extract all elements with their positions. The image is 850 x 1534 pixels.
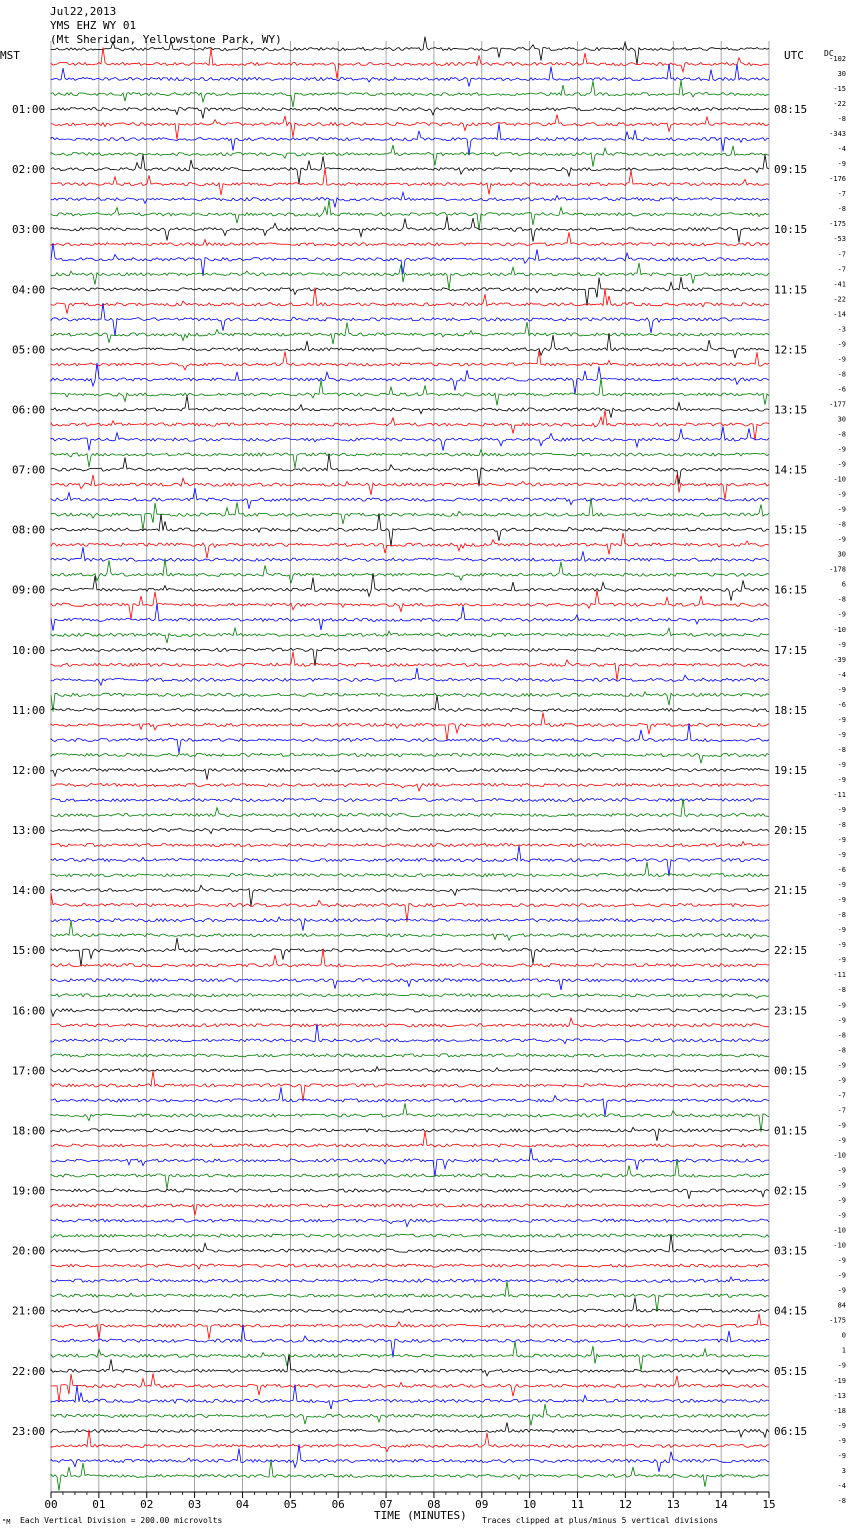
mst-label: MST — [0, 49, 20, 62]
x-tick-label: 14 — [714, 1498, 728, 1511]
right-hour-label: 15:15 — [774, 523, 808, 537]
left-hour-label: 14:00 — [12, 884, 46, 898]
x-tick-label: 07 — [379, 1498, 393, 1511]
dc-offset-value: 30 — [837, 70, 846, 79]
trace-row — [51, 333, 769, 358]
left-hour-label: 22:00 — [12, 1364, 46, 1378]
trace-row — [51, 450, 769, 468]
trace-row — [51, 1131, 769, 1147]
trace-row — [51, 124, 769, 156]
trace-row — [51, 1009, 769, 1017]
utc-label: UTC — [784, 49, 804, 62]
trace-row — [51, 1423, 769, 1438]
trace-row — [51, 303, 769, 336]
left-hour-label: 19:00 — [12, 1184, 46, 1198]
dc-offset-value: -4 — [837, 670, 846, 679]
dc-offset-value: -10 — [833, 1226, 846, 1235]
right-hour-label: 18:15 — [774, 703, 808, 717]
dc-offset-value: -9 — [837, 941, 846, 950]
trace-row — [51, 168, 769, 195]
seismic-traces — [51, 37, 769, 1491]
dc-offset-value: -9 — [837, 640, 846, 649]
trace-row — [51, 1148, 769, 1177]
trace-row — [51, 454, 769, 487]
trace-row — [51, 1430, 769, 1452]
x-tick-label: 04 — [235, 1498, 250, 1511]
trace-row — [51, 862, 769, 877]
right-hour-label: 04:15 — [774, 1304, 808, 1318]
right-hour-label: 06:15 — [774, 1424, 808, 1438]
dc-offset-value: -8 — [837, 520, 846, 529]
dc-offset-value: 30 — [837, 415, 846, 424]
trace-row — [51, 558, 769, 583]
x-tick-label: 09 — [475, 1498, 489, 1511]
dc-offset-value: -9 — [837, 1286, 846, 1295]
dc-offset-value: -175 — [829, 1316, 846, 1325]
dc-offset-value: 6 — [841, 580, 846, 589]
trace-row — [51, 1018, 769, 1027]
trace-row — [51, 47, 769, 78]
trace-row — [51, 1325, 769, 1358]
dc-offset-value: 3 — [841, 1466, 846, 1475]
trace-row — [51, 263, 769, 290]
trace-row — [51, 783, 769, 791]
dc-offset-value: -7 — [837, 250, 846, 259]
right-hour-label: 20:15 — [774, 824, 808, 838]
dc-offset-value: -9 — [837, 881, 846, 890]
left-hour-label: 04:00 — [12, 283, 46, 297]
left-hour-label: 17:00 — [12, 1064, 46, 1078]
trace-row — [51, 216, 769, 243]
right-hour-label: 09:15 — [774, 163, 808, 177]
channel-title: YMS EHZ WY 01 — [50, 19, 137, 32]
right-hour-label: 21:15 — [774, 884, 808, 898]
left-hour-label: 12:00 — [12, 763, 46, 777]
left-hour-label: 06:00 — [12, 403, 46, 417]
trace-row — [51, 243, 769, 276]
dc-offset-value: -7 — [837, 1106, 846, 1115]
right-hour-label: 05:15 — [774, 1364, 808, 1378]
dc-offset-value: -3 — [837, 325, 846, 334]
dc-offset-value: -8 — [837, 911, 846, 920]
dc-offset-value: -41 — [833, 280, 846, 289]
dc-offset-value: -9 — [837, 730, 846, 739]
scale-note: Each Vertical Division = 200.00 microvolts — [20, 1516, 223, 1525]
trace-row — [51, 200, 769, 231]
left-hour-label: 20:00 — [12, 1244, 46, 1258]
dc-offset-value: -10 — [833, 1241, 846, 1250]
x-tick-label: 01 — [92, 1498, 106, 1511]
x-tick-label: 00 — [44, 1498, 58, 1511]
trace-row — [51, 652, 769, 681]
dc-offset-value: 84 — [837, 1301, 846, 1310]
dc-offset-value: -9 — [837, 806, 846, 814]
dc-offset-value: -9 — [837, 1061, 846, 1070]
left-hour-label: 18:00 — [12, 1124, 46, 1138]
dc-offset-value: -8 — [837, 370, 846, 379]
trace-row — [51, 692, 769, 712]
right-hour-label: 23:15 — [774, 1004, 808, 1018]
trace-row — [51, 949, 769, 967]
trace-row — [51, 753, 769, 763]
dc-offset-value: -8 — [837, 430, 846, 439]
trace-row — [51, 938, 769, 966]
dc-offset-value: -8 — [837, 1046, 846, 1055]
right-hour-label: 01:15 — [774, 1124, 808, 1138]
trace-row — [51, 695, 769, 711]
left-hour-label: 15:00 — [12, 944, 46, 958]
trace-row — [51, 921, 769, 941]
x-tick-label: 13 — [666, 1498, 680, 1511]
dc-offset-value: -8 — [837, 1496, 846, 1505]
dc-offset-value: -8 — [837, 821, 846, 830]
dc-offset-value: -9 — [837, 775, 846, 784]
trace-row — [51, 885, 769, 906]
right-hour-label: 03:15 — [774, 1244, 808, 1258]
dc-offset-column — [829, 55, 846, 1505]
dc-offset-value: -9 — [837, 926, 846, 935]
dc-label: DC — [824, 49, 834, 58]
dc-offset-value: -8 — [837, 205, 846, 214]
trace-row — [51, 410, 769, 441]
dc-offset-value: 0 — [841, 1331, 846, 1340]
trace-row — [51, 1159, 769, 1189]
x-tick-label: 03 — [187, 1498, 202, 1511]
x-tick-label: 08 — [427, 1498, 441, 1511]
dc-offset-value: -10 — [833, 475, 846, 484]
dc-offset-value: -9 — [837, 445, 846, 454]
dc-offset-value: 30 — [837, 550, 846, 559]
dc-offset-value: -9 — [837, 1451, 846, 1460]
trace-row — [51, 798, 769, 801]
dc-offset-value: -9 — [837, 505, 846, 514]
trace-row — [51, 1341, 769, 1371]
trace-row — [51, 192, 769, 207]
left-hour-label: 13:00 — [12, 824, 46, 838]
dc-offset-value: -9 — [837, 836, 846, 845]
trace-row — [51, 668, 769, 685]
trace-row — [51, 145, 769, 167]
dc-offset-value: -176 — [829, 175, 846, 184]
left-hour-label: 21:00 — [12, 1304, 46, 1318]
trace-row — [51, 232, 769, 246]
left-hour-label: 02:00 — [12, 163, 46, 177]
dc-offset-value: -8 — [837, 745, 846, 754]
trace-row — [51, 114, 769, 139]
trace-row — [51, 1373, 769, 1402]
trace-row — [51, 1314, 769, 1340]
trace-row — [51, 475, 769, 500]
dc-offset-value: -9 — [837, 1196, 846, 1205]
trace-row — [51, 80, 769, 107]
trace-row — [51, 846, 769, 877]
trace-row — [51, 841, 769, 846]
dc-offset-value: -7 — [837, 190, 846, 199]
dc-offset-value: -11 — [833, 790, 846, 799]
x-tick-label: 12 — [618, 1498, 633, 1511]
left-hour-label: 08:00 — [12, 523, 46, 537]
dc-offset-value: -9 — [837, 490, 846, 499]
dc-offset-value: -9 — [837, 896, 846, 905]
dc-offset-value: -9 — [837, 1166, 846, 1175]
trace-row — [51, 1219, 769, 1227]
trace-row — [51, 1385, 769, 1410]
trace-row — [51, 1054, 769, 1057]
dc-offset-value: -9 — [837, 1181, 846, 1190]
dc-offset-value: -8 — [837, 986, 846, 995]
dc-offset-value: -8 — [837, 115, 846, 124]
dc-offset-value: -11 — [833, 971, 846, 980]
dc-offset-value: -22 — [833, 100, 846, 109]
trace-row — [51, 426, 769, 450]
right-hour-label: 08:15 — [774, 103, 808, 117]
trace-row — [51, 533, 769, 559]
trace-row — [51, 547, 769, 561]
trace-row — [51, 1234, 769, 1237]
dc-offset-value: -9 — [837, 715, 846, 724]
dc-offset-value: -6 — [837, 700, 846, 709]
trace-row — [51, 1234, 769, 1252]
left-hour-label: 07:00 — [12, 463, 46, 477]
right-hour-label: 12:15 — [774, 343, 808, 357]
trace-row — [51, 1459, 769, 1490]
dc-offset-value: -6 — [837, 385, 846, 394]
trace-row — [51, 713, 769, 741]
trace-row — [51, 513, 769, 546]
dc-offset-value: -22 — [833, 295, 846, 304]
trace-row — [51, 994, 769, 999]
right-hour-label: 14:15 — [774, 463, 808, 477]
right-hour-label: 17:15 — [774, 643, 808, 657]
trace-row — [51, 724, 769, 754]
left-hour-label: 03:00 — [12, 223, 46, 237]
right-hour-label: 02:15 — [774, 1184, 808, 1198]
x-tick-label: 15 — [762, 1498, 776, 1511]
dc-offset-value: -14 — [833, 310, 846, 319]
dc-offset-value: -7 — [837, 265, 846, 274]
dc-offset-value: -9 — [837, 1136, 846, 1145]
dc-offset-value: -343 — [829, 130, 846, 139]
x-tick-label: 05 — [283, 1498, 297, 1511]
dc-offset-value: -13 — [833, 1391, 846, 1400]
right-hour-label: 16:15 — [774, 583, 808, 597]
corner-mark: "M — [2, 1518, 11, 1526]
dc-offset-value: -9 — [837, 760, 846, 769]
right-hour-label: 00:15 — [774, 1064, 808, 1078]
trace-row — [51, 1264, 769, 1269]
trace-row — [51, 378, 769, 405]
dc-offset-value: -9 — [837, 851, 846, 860]
dc-offset-value: -9 — [837, 685, 846, 694]
dc-offset-value: -6 — [837, 866, 846, 875]
x-tick-label: 02 — [140, 1498, 154, 1511]
trace-row — [51, 322, 769, 344]
trace-row — [51, 277, 769, 305]
right-hour-labels — [774, 103, 807, 1438]
dc-offset-value: -9 — [837, 1001, 846, 1010]
trace-row — [51, 363, 769, 394]
trace-row — [51, 1444, 769, 1472]
left-hour-label: 11:00 — [12, 703, 46, 717]
dc-offset-value: -19 — [833, 1376, 846, 1385]
trace-row — [51, 1277, 769, 1282]
x-tick-label: 11 — [570, 1498, 585, 1511]
trace-row — [51, 396, 769, 418]
trace-row — [51, 1298, 769, 1313]
trace-row — [51, 1067, 769, 1072]
dc-offset-value: -39 — [833, 655, 846, 664]
trace-row — [51, 648, 769, 666]
trace-row — [51, 893, 769, 922]
left-hour-label: 23:00 — [12, 1424, 46, 1438]
dc-offset-value: -53 — [833, 235, 846, 244]
dc-offset-value: -9 — [837, 610, 846, 619]
dc-offset-value: -9 — [837, 340, 846, 349]
dc-offset-value: -15 — [833, 85, 846, 94]
trace-row — [51, 1355, 769, 1376]
location-title: (Mt Sheridan, Yellowstone Park, WY) — [50, 33, 282, 46]
right-hour-label: 10:15 — [774, 223, 808, 237]
left-hour-label: 01:00 — [12, 103, 46, 117]
dc-offset-value: -102 — [829, 55, 846, 63]
trace-row — [51, 154, 769, 184]
trace-row — [51, 979, 769, 990]
trace-row — [51, 1103, 769, 1132]
dc-offset-value: -9 — [837, 460, 846, 469]
x-axis-label: TIME (MINUTES) — [374, 1509, 467, 1522]
left-hour-label: 16:00 — [12, 1004, 46, 1018]
right-hour-label: 11:15 — [774, 283, 808, 297]
dc-offset-value: -9 — [837, 1256, 846, 1265]
trace-row — [51, 1071, 769, 1102]
trace-row — [51, 488, 769, 509]
dc-offset-value: -9 — [837, 1361, 846, 1370]
dc-offset-value: -175 — [829, 220, 846, 229]
trace-row — [51, 828, 769, 833]
trace-row — [51, 1087, 769, 1116]
dc-offset-value: -9 — [837, 535, 846, 544]
trace-row — [51, 287, 769, 313]
dc-offset-value: 1 — [841, 1346, 846, 1355]
trace-row — [51, 917, 769, 931]
trace-row — [51, 628, 769, 643]
right-hour-label: 19:15 — [774, 763, 808, 777]
trace-row — [51, 768, 769, 779]
dc-offset-value: -9 — [837, 1076, 846, 1085]
trace-row — [51, 1404, 769, 1426]
trace-row — [51, 573, 769, 601]
left-hour-label: 09:00 — [12, 583, 46, 597]
trace-row — [51, 604, 769, 631]
left-hour-label: 10:00 — [12, 643, 46, 657]
dc-offset-value: -4 — [837, 145, 846, 154]
dc-offset-value: -178 — [829, 565, 846, 574]
right-hour-label: 22:15 — [774, 944, 808, 958]
dc-offset-value: -7 — [837, 1091, 846, 1100]
dc-offset-value: -9 — [837, 1271, 846, 1280]
trace-row — [51, 64, 769, 87]
dc-offset-value: -10 — [833, 625, 846, 634]
trace-row — [51, 1127, 769, 1141]
date-title: Jul22,2013 — [50, 5, 117, 18]
dc-offset-value: -9 — [837, 160, 846, 169]
dc-offset-value: -9 — [837, 1121, 846, 1130]
trace-row — [51, 108, 769, 119]
dc-offset-value: -18 — [833, 1406, 846, 1415]
trace-row — [51, 1189, 769, 1199]
trace-row — [51, 1204, 769, 1215]
x-tick-label: 06 — [331, 1498, 345, 1511]
trace-row — [51, 799, 769, 817]
dc-offset-value: -9 — [837, 1016, 846, 1025]
dc-offset-value: -4 — [837, 1481, 846, 1490]
dc-offset-value: -9 — [837, 1211, 846, 1220]
dc-offset-value: -8 — [837, 1031, 846, 1040]
trace-row — [51, 1281, 769, 1312]
x-tick-label: 10 — [523, 1498, 537, 1511]
trace-row — [51, 351, 769, 370]
dc-offset-value: -9 — [837, 1421, 846, 1430]
left-hour-labels — [12, 103, 45, 1438]
left-hour-label: 05:00 — [12, 343, 46, 357]
right-hour-label: 13:15 — [774, 403, 808, 417]
trace-row — [51, 498, 769, 531]
dc-offset-value: -9 — [837, 956, 846, 965]
dc-offset-value: -9 — [837, 355, 846, 364]
clip-note: Traces clipped at plus/minus 5 vertical divisions — [482, 1516, 719, 1525]
dc-offset-value: -10 — [833, 1151, 846, 1160]
dc-offset-value: -9 — [837, 1436, 846, 1445]
dc-offset-value: -8 — [837, 595, 846, 604]
dc-offset-value: -177 — [829, 400, 846, 409]
